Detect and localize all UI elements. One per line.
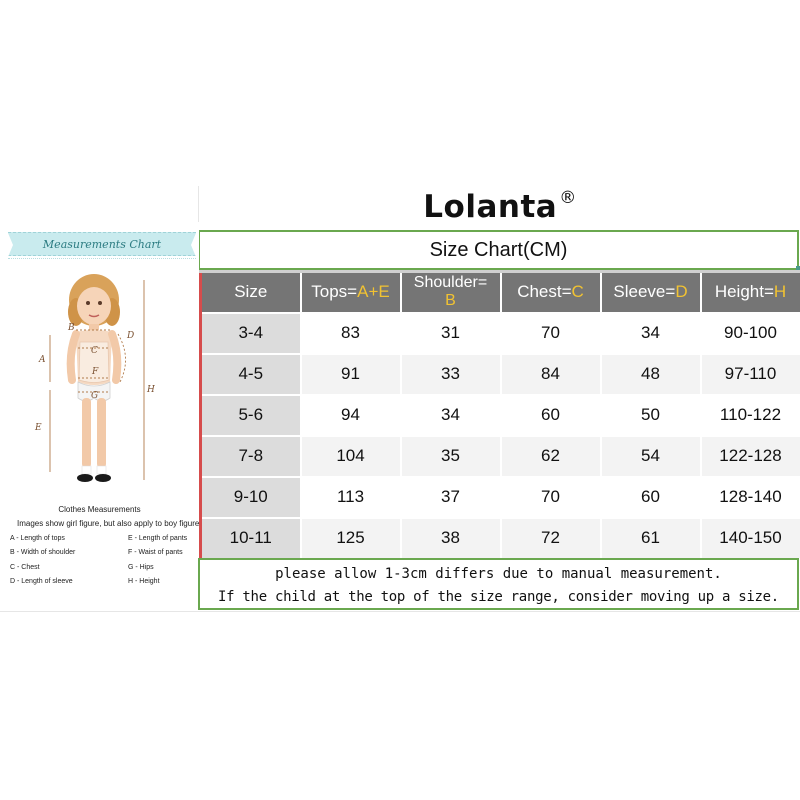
svg-text:D: D <box>127 331 135 341</box>
legend-c: C - Chest <box>10 564 40 571</box>
svg-text:A: A <box>39 355 46 365</box>
cell-height: 97-110 <box>701 354 800 395</box>
table-row <box>201 313 800 354</box>
legend-g: G - Hips <box>128 564 154 571</box>
clothes-measurements-note: Images show girl figure, but also apply to boy figure <box>17 519 199 528</box>
cell-sleeve: 50 <box>601 395 701 436</box>
header-shoulder: Shoulder= B <box>401 272 501 313</box>
cell-tops: 125 <box>301 518 401 559</box>
cell-height: 140-150 <box>701 518 800 559</box>
cell-sleeve: 54 <box>601 436 701 477</box>
cell-shoulder: 35 <box>401 436 501 477</box>
cell-tops: 104 <box>301 436 401 477</box>
cell-size: 3-4 <box>201 313 301 354</box>
clothes-measurements-title: Clothes Measurements <box>58 505 141 514</box>
cell-height: 122-128 <box>701 436 800 477</box>
table-row <box>201 395 800 436</box>
cell-tops: 94 <box>301 395 401 436</box>
table-row <box>201 354 800 395</box>
table-row <box>201 436 800 477</box>
cell-shoulder: 34 <box>401 395 501 436</box>
cell-sleeve: 34 <box>601 313 701 354</box>
cell-tops: 113 <box>301 477 401 518</box>
legend-h: H - Height <box>128 578 160 585</box>
cell-shoulder: 37 <box>401 477 501 518</box>
legend-e: E - Length of pants <box>128 535 188 542</box>
cell-chest: 84 <box>501 354 601 395</box>
header-height: Height=H <box>701 272 800 313</box>
cell-chest: 70 <box>501 477 601 518</box>
header-chest: Chest=C <box>501 272 601 313</box>
girl-figure-illustration <box>30 270 170 510</box>
table-row <box>201 518 800 559</box>
header-sleeve: Sleeve=D <box>601 272 701 313</box>
legend-f: F - Waist of pants <box>128 549 183 556</box>
cell-size: 4-5 <box>201 354 301 395</box>
svg-text:H: H <box>147 385 155 395</box>
cell-height: 128-140 <box>701 477 800 518</box>
header-tops: Tops=A+E <box>301 272 401 313</box>
cell-tops: 83 <box>301 313 401 354</box>
cell-sleeve: 48 <box>601 354 701 395</box>
size-table <box>199 270 800 560</box>
cell-height: 90-100 <box>701 313 800 354</box>
cell-size: 9-10 <box>201 477 301 518</box>
cell-chest: 60 <box>501 395 601 436</box>
cell-shoulder: 33 <box>401 354 501 395</box>
cell-shoulder: 31 <box>401 313 501 354</box>
brand-title: Lolanta ® <box>423 188 577 225</box>
svg-text:G: G <box>91 391 99 401</box>
svg-text:C: C <box>91 346 98 356</box>
cell-chest: 72 <box>501 518 601 559</box>
cell-sleeve: 61 <box>601 518 701 559</box>
size-chart-title: Size Chart(CM) <box>198 230 799 270</box>
cell-chest: 70 <box>501 313 601 354</box>
legend-d: D - Length of sleeve <box>10 578 73 585</box>
measurements-panel <box>0 222 199 612</box>
note-size-up: If the child at the top of the size range, consider moving up a size. <box>218 589 779 605</box>
svg-text:F: F <box>92 367 99 377</box>
banner-underline <box>8 258 196 259</box>
cell-chest: 62 <box>501 436 601 477</box>
legend-a: A - Length of tops <box>10 535 65 542</box>
cell-size: 10-11 <box>201 518 301 559</box>
cell-tops: 91 <box>301 354 401 395</box>
registered-mark: ® <box>559 188 577 208</box>
cell-height: 110-122 <box>701 395 800 436</box>
cell-sleeve: 60 <box>601 477 701 518</box>
cell-size: 5-6 <box>201 395 301 436</box>
cell-shoulder: 38 <box>401 518 501 559</box>
table-header-row <box>201 272 800 313</box>
measurement-notes <box>198 558 799 610</box>
legend-b: B - Width of shoulder <box>10 549 76 556</box>
cell-size: 7-8 <box>201 436 301 477</box>
svg-text:E: E <box>35 423 42 433</box>
measurements-chart-banner: Measurements Chart <box>8 232 196 256</box>
table-row <box>201 477 800 518</box>
svg-text:B: B <box>68 323 75 333</box>
header-size: Size <box>201 272 301 313</box>
note-allowance: please allow 1-3cm differs due to manual measurement. <box>275 566 722 582</box>
